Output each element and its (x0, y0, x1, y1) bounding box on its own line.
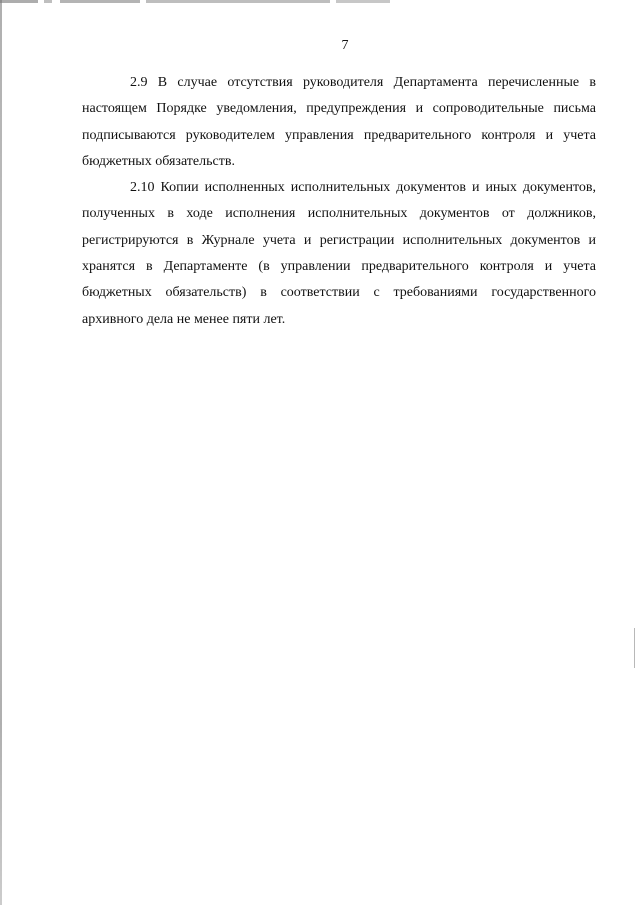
scan-artifact-left (0, 0, 2, 905)
scan-artifact-top (0, 0, 390, 3)
paragraph-2-10: 2.10 Копии исполненных исполнительных документов и иных документов, полученных в ходе исполнения исполнительных документов от должников, регистрируются в Журнале учета и регистрации исполнительных документов и хранятся в Департаменте (в управлении предварительного контроля и учета бюджетных обязательств) в соответствии с требованиями государственного архивного дела не менее пяти лет. (82, 180, 596, 327)
scan-artifact-right (634, 628, 635, 668)
paragraph-2-9: 2.9 В случае отсутствия руководителя Департамента перечисленные в настоящем Порядке уведомления, предупреждения и сопроводительные письма подписываются руководителем управления предварительного контроля и учета бюджетных обязательств. (82, 75, 596, 169)
page-number: 7 (341, 38, 349, 53)
document-body (82, 70, 596, 333)
